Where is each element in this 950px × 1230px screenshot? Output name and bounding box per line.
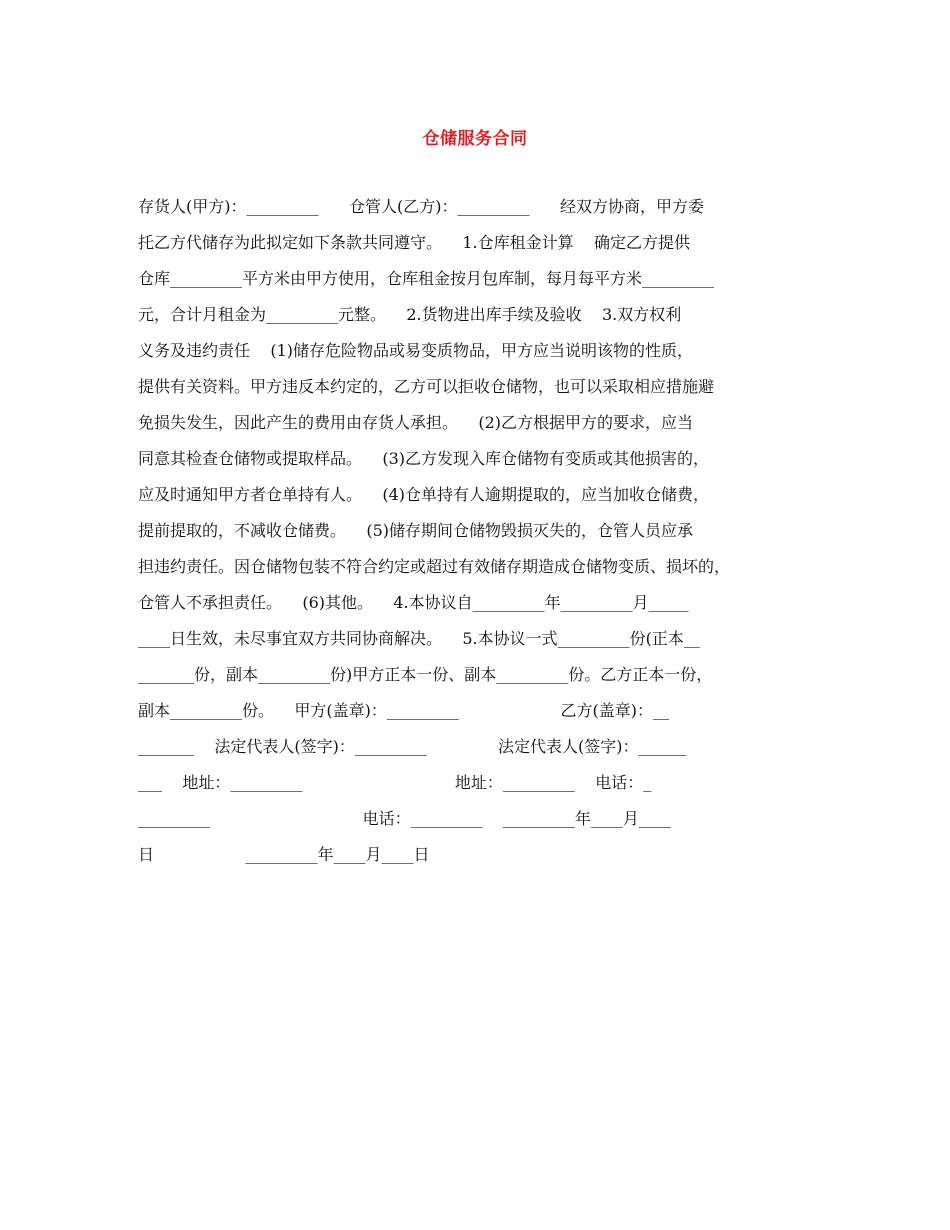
document-title: 仓储服务合同 bbox=[422, 129, 528, 149]
contract-text-line: 应及时通知甲方者仓单持有人。 (4)仓单持有人逾期提取的，应当加收仓储费， bbox=[138, 485, 710, 504]
contract-text-line: _______份，副本_________份)甲方正本一份、副本_________份。乙方正本一份， bbox=[138, 665, 713, 684]
signature-line: ___ 地址：_________ 地址：_________ 电话：_ bbox=[138, 773, 652, 792]
signature-line: _______ 法定代表人(签字)：_________ 法定代表人(签字)：______ bbox=[138, 737, 687, 756]
contract-text-line: ____日生效，未尽事宜双方共同协商解决。 5.本协议一式_________份(正本__ bbox=[138, 629, 700, 648]
contract-text-line: 提前提取的，不减收仓储费。 (5)储存期间仓储物毁损灭失的，仓管人员应承 bbox=[138, 521, 694, 540]
contract-text-line: 仓管人不承担责任。 (6)其他。 4.本协议自_________年_________月_____ bbox=[138, 593, 689, 612]
contract-text-line: 担违约责任。因仓储物包装不符合约定或超过有效储存期造成仓储物变质、损坏的， bbox=[138, 557, 731, 576]
date-line: 日 _________年____月____日 bbox=[138, 845, 430, 864]
contract-text-line: 托乙方代储存为此拟定如下条款共同遵守。 1.仓库租金计算 确定乙方提供 bbox=[138, 233, 690, 252]
signature-line: 副本_________份。 甲方(盖章)：_________ 乙方(盖章)：__ bbox=[138, 701, 670, 720]
contract-text-line: 元，合计月租金为_________元整。 2.货物进出库手续及验收 3.双方权利 bbox=[138, 305, 682, 324]
contract-text-line: 仓库_________平方米由甲方使用，仓库租金按月包库制，每月每平方米_________ bbox=[138, 269, 715, 288]
contract-text-line: 同意其检查仓储物或提取样品。 (3)乙方发现入库仓储物有变质或其他损害的， bbox=[138, 449, 710, 468]
signature-line: _________ 电话：_________ _________年____月____ bbox=[138, 809, 671, 828]
contract-text-line: 义务及违约责任 (1)储存危险物品或易变质物品，甲方应当说明该物的性质， bbox=[138, 341, 694, 360]
contract-text-line: 存货人(甲方)：_________ 仓管人(乙方)：_________ 经双方协商，甲方委 bbox=[138, 197, 705, 216]
contract-text-line: 提供有关资料。甲方违反本约定的，乙方可以拒收仓储物，也可以采取相应措施避 bbox=[138, 377, 715, 396]
contract-text-line: 免损失发生，因此产生的费用由存货人承担。 (2)乙方根据甲方的要求，应当 bbox=[138, 413, 694, 432]
